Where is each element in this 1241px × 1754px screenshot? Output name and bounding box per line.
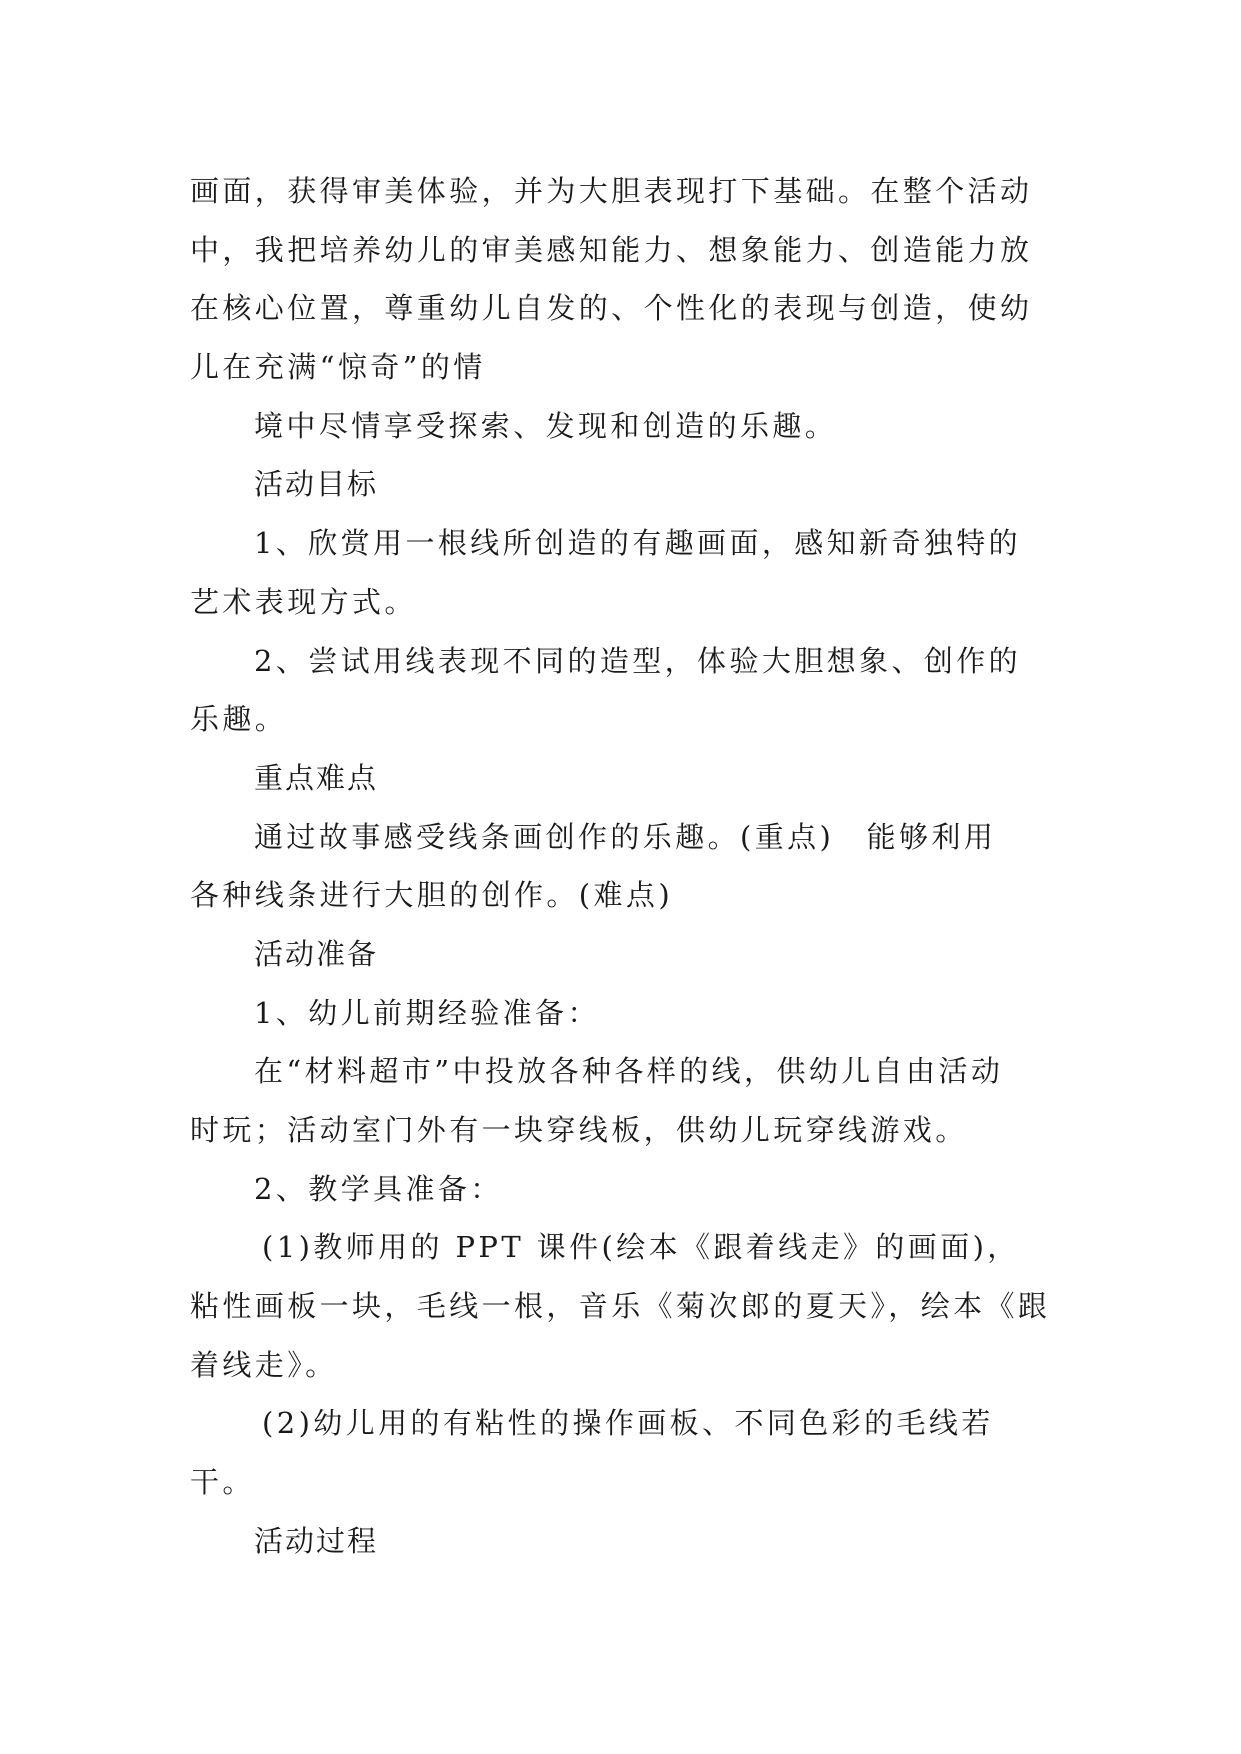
preparation-item-1-text-cont: 时玩；活动室门外有一块穿线板，供幼儿玩穿线游戏。 xyxy=(190,1113,968,1147)
paragraph-line-1: 画面，获得审美体验，并为大胆表现打下基础。在整个活动 xyxy=(190,174,1033,208)
teacher-materials: (1)教师用的 PPT 课件(绘本《跟着线走》的画面)， xyxy=(262,1230,1020,1265)
teacher-materials-cont-2: 着线走》。 xyxy=(190,1347,338,1382)
document-page xyxy=(190,162,1050,1571)
key-points-text: 通过故事感受线条画创作的乐趣。(重点) 能够利用 xyxy=(254,819,997,854)
paragraph-line-5: 境中尽情享受探索、发现和创造的乐趣。 xyxy=(254,408,838,443)
section-heading-goals: 活动目标 xyxy=(254,467,379,502)
preparation-item-1: 1、幼儿前期经验准备： xyxy=(254,995,600,1030)
section-heading-key-points: 重点难点 xyxy=(254,760,379,795)
child-materials-cont: 干。 xyxy=(190,1465,255,1500)
key-points-text-cont: 各种线条进行大胆的创作。(难点) xyxy=(190,878,674,913)
goal-item-1: 1、欣赏用一根线所创造的有趣画面，感知新奇独特的 xyxy=(254,526,1022,561)
preparation-item-1-text: 在“材料超市”中投放各种各样的线，供幼儿自由活动 xyxy=(254,1054,1004,1089)
teacher-materials-cont-1: 粘性画板一块，毛线一根，音乐《菊次郎的夏天》，绘本《跟 xyxy=(190,1289,1051,1324)
child-materials: (2)幼儿用的有粘性的操作画板、不同色彩的毛线若 xyxy=(262,1406,994,1441)
goal-item-2: 2、尝试用线表现不同的造型，体验大胆想象、创作的 xyxy=(254,643,1022,678)
goal-item-2-cont: 乐趣。 xyxy=(190,702,288,737)
paragraph-line-2: 中，我把培养幼儿的审美感知能力、想象能力、创造能力放 xyxy=(190,232,1033,267)
section-heading-process: 活动过程 xyxy=(254,1523,379,1558)
paragraph-line-3: 在核心位置，尊重幼儿自发的、个性化的表现与创造，使幼 xyxy=(190,291,1033,326)
paragraph-line-4: 儿在充满“惊奇”的情 xyxy=(190,350,486,385)
section-heading-preparation: 活动准备 xyxy=(254,936,379,971)
preparation-item-2: 2、教学具准备： xyxy=(254,1171,503,1206)
goal-item-1-cont: 艺术表现方式。 xyxy=(190,584,417,619)
